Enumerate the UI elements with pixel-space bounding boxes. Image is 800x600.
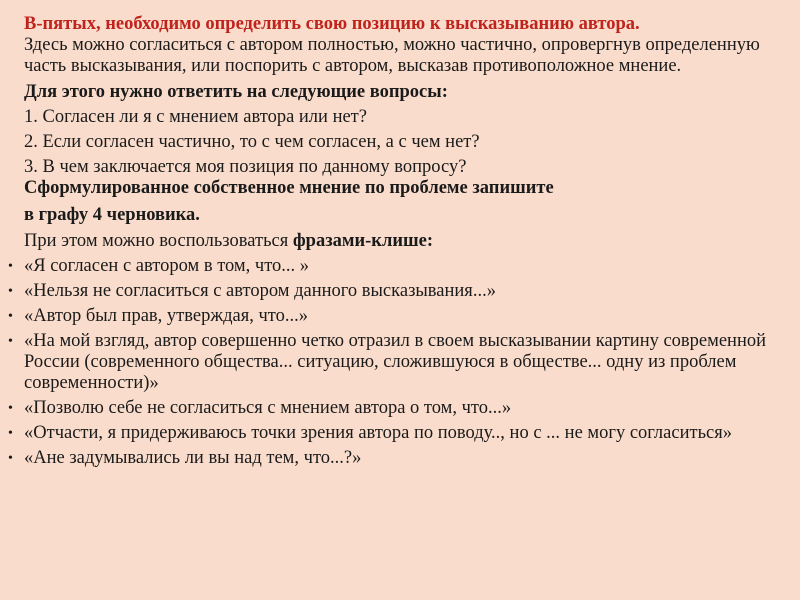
question-item: 1. Согласен ли я с мнением автора или нет?: [24, 107, 367, 127]
bullet-icon: •: [8, 334, 13, 349]
bullet-icon: •: [8, 426, 13, 441]
cliche-intro-bold: фразами-клише:: [292, 231, 433, 251]
phrase-text: «Позволю себе не согласиться с мнением автора о том, что...»: [24, 398, 512, 418]
phrase-text: «На мой взгляд, автор совершенно четко отразил в своем высказывании картину современной России (современного общества... ситуацию, сложившуюся в обществе... одну из проблем современности)»: [24, 331, 766, 393]
phrase-text: «Ане задумывались ли вы над тем, что...?»: [24, 448, 362, 468]
section-heading: В-пятых, необходимо определить свою позицию к высказыванию автора.: [24, 14, 640, 34]
phrase-item: [8, 256, 784, 277]
slide-text-block: [8, 14, 784, 469]
phrase-item: [8, 448, 784, 469]
instruction-line: в графу 4 черновика.: [24, 205, 200, 225]
bullet-icon: •: [8, 401, 13, 416]
phrase-list: [8, 256, 784, 469]
phrase-text: «Нельзя не согласиться с автором данного высказывания...»: [24, 281, 496, 301]
bullet-icon: •: [8, 451, 13, 466]
intro-paragraph: Здесь можно согласиться с автором полностью, можно частично, опровергнув определенную часть высказывания, или поспорить с автором, высказав противоположное мнение.: [24, 35, 760, 76]
phrase-text: «Я согласен с автором в том, что... »: [24, 256, 310, 276]
questions-title: Для этого нужно ответить на следующие вопросы:: [24, 82, 448, 102]
phrase-item: [8, 331, 784, 394]
bullet-icon: •: [8, 259, 13, 274]
instruction-line: Сформулированное собственное мнение по проблеме запишите: [24, 178, 554, 198]
phrase-text: «Автор был прав, утверждая, что...»: [24, 306, 309, 326]
question-item: 2. Если согласен частично, то с чем согласен, а с чем нет?: [24, 132, 480, 152]
phrase-item: [8, 398, 784, 419]
bullet-icon: •: [8, 309, 13, 324]
phrase-text: «Отчасти, я придерживаюсь точки зрения автора по поводу.., но с ... не могу согласиться»: [24, 423, 732, 443]
cliche-intro: [24, 231, 784, 252]
question-item: 3. В чем заключается моя позиция по данному вопросу?: [24, 157, 467, 177]
phrase-item: [8, 306, 784, 327]
bullet-icon: •: [8, 284, 13, 299]
phrase-item: [8, 281, 784, 302]
cliche-intro-text: При этом можно воспользоваться: [24, 231, 293, 251]
phrase-item: [8, 423, 784, 444]
